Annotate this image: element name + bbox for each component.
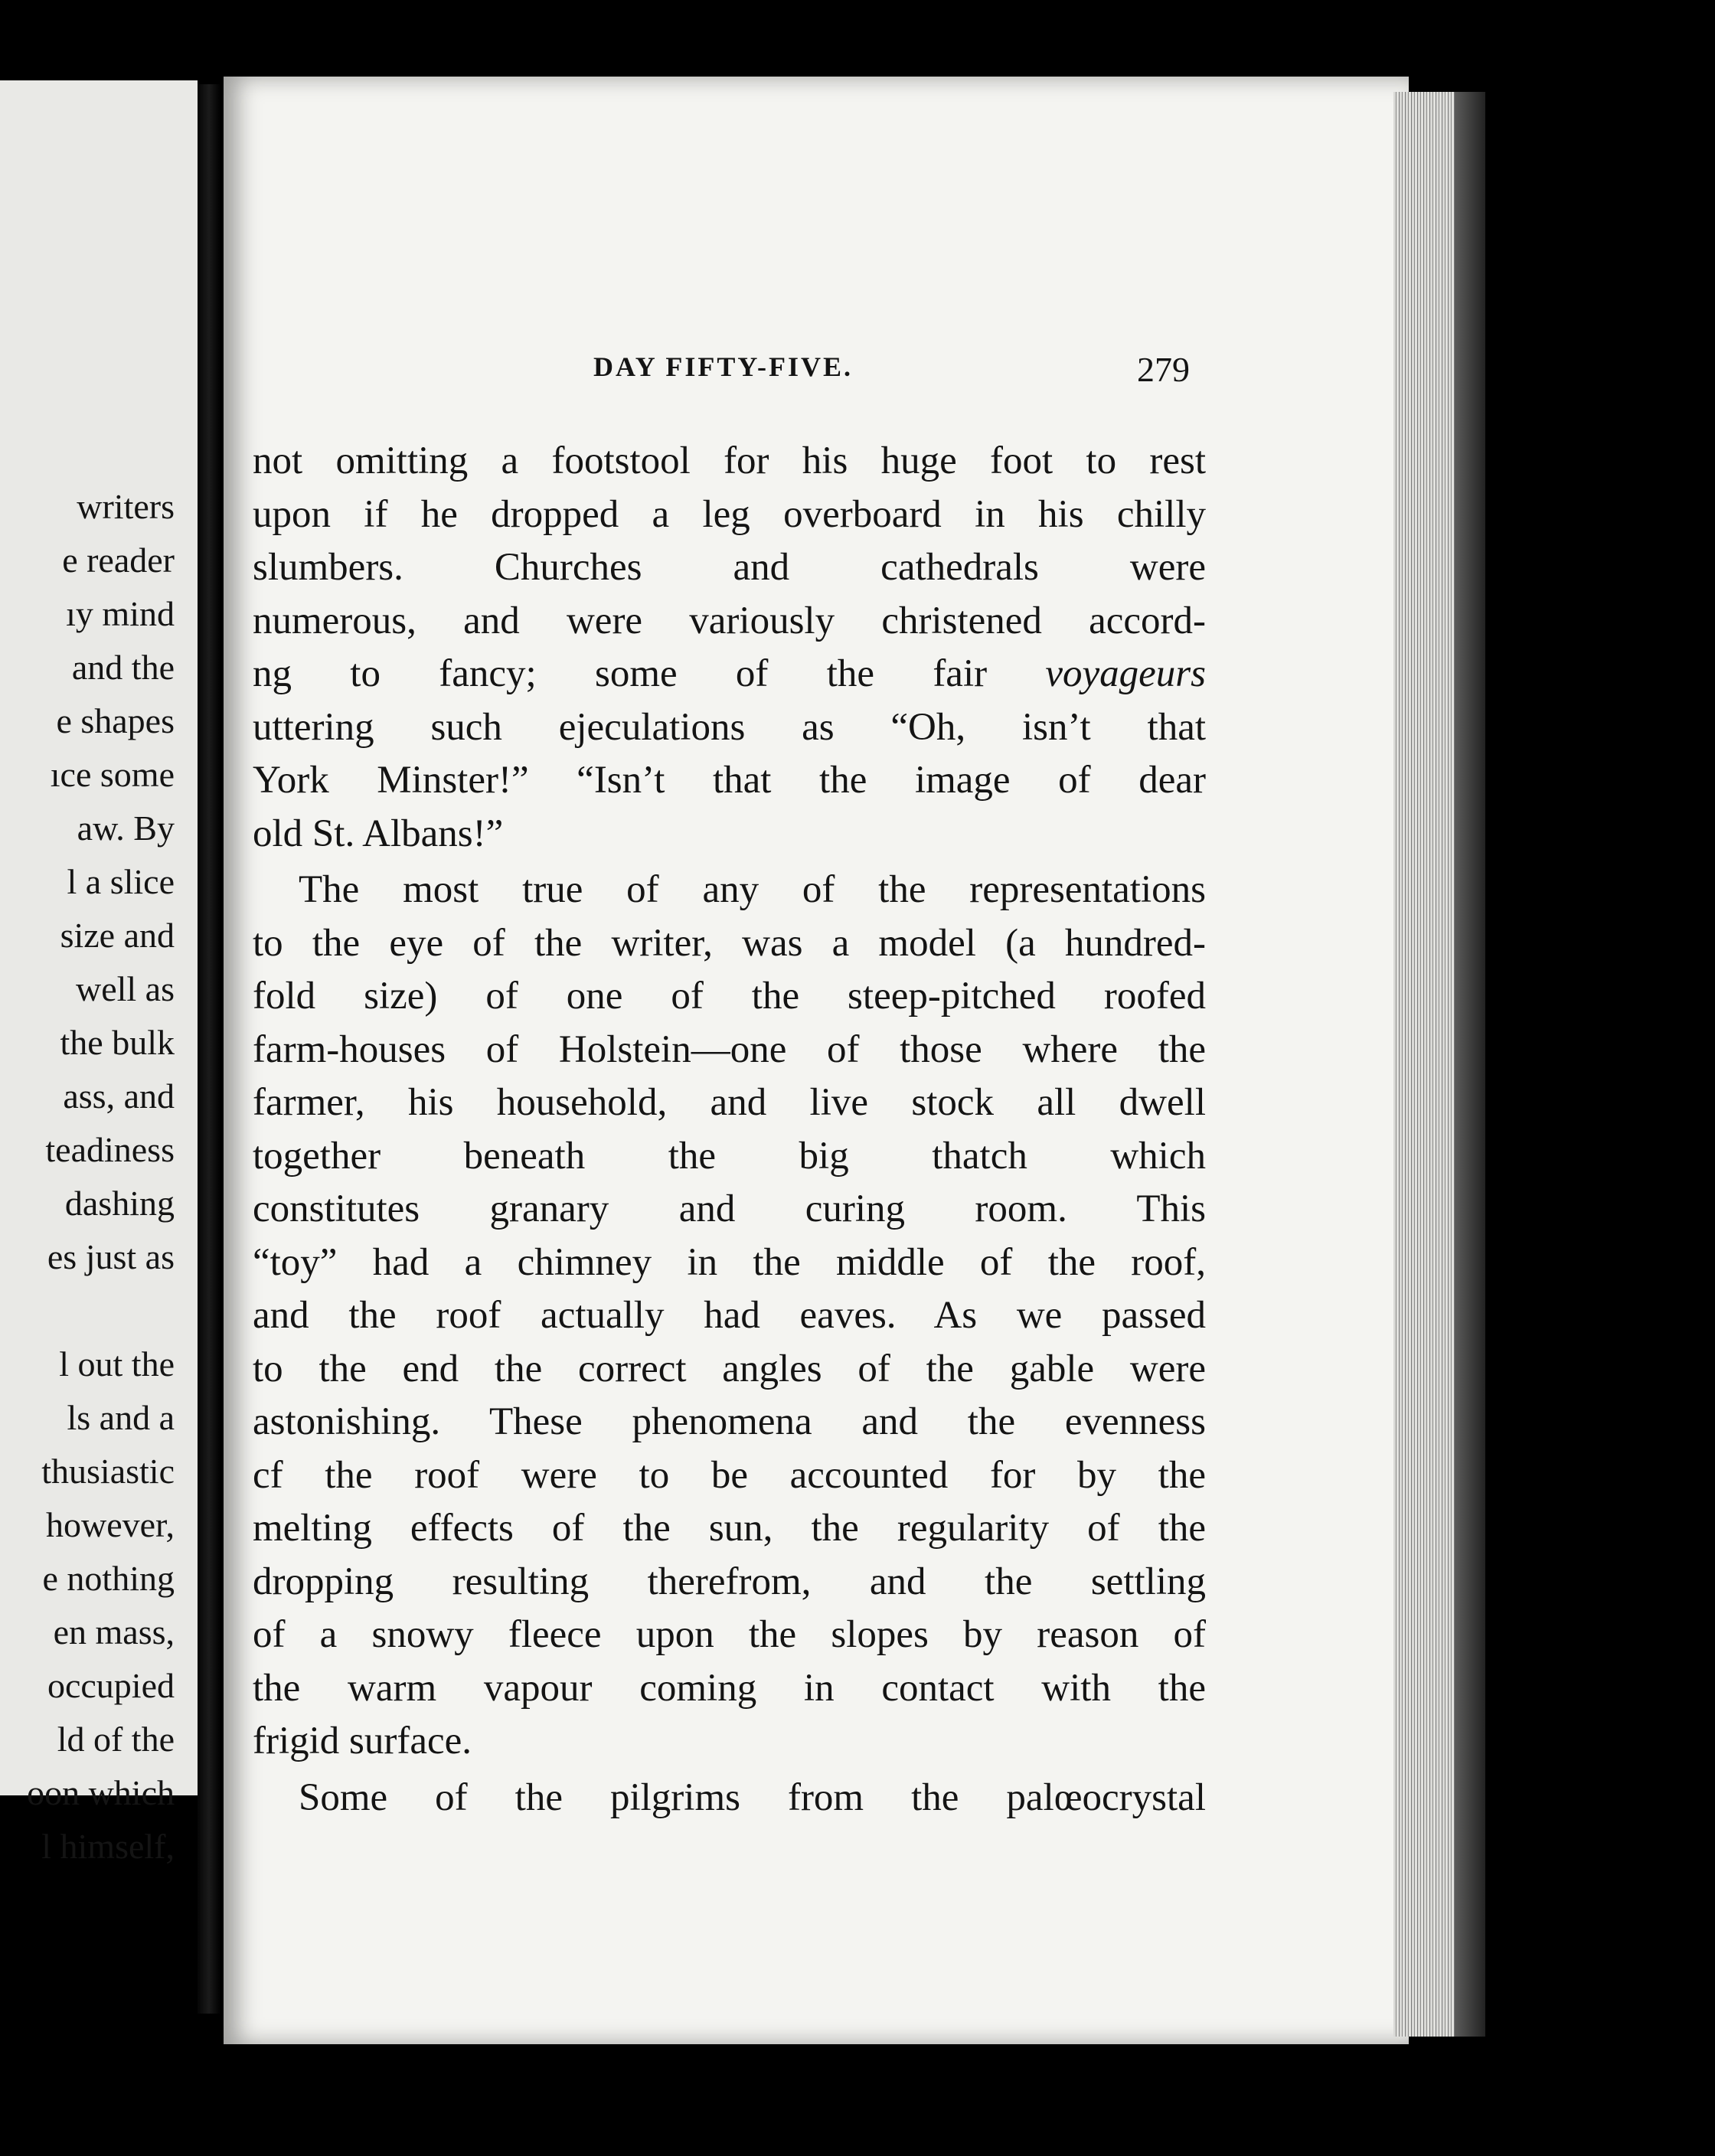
- text-line: frigid surface.: [253, 1720, 472, 1762]
- page-edges: [1393, 92, 1485, 2037]
- text-line: upon if he dropped a leg overboard in his chilly: [253, 492, 1206, 536]
- previous-page-text: [0, 480, 175, 1873]
- text-line: York Minster!” “Isn’t that the image of dear: [253, 759, 1206, 802]
- italic-word: voyageurs: [1045, 652, 1206, 695]
- page-number: 279: [1137, 350, 1190, 389]
- text-line: farmer, his household, and live stock all dwell: [253, 1081, 1206, 1124]
- text-line: uttering such ejeculations as “Oh, isn’t that: [253, 705, 1206, 749]
- text-line: old St. Albans!”: [253, 812, 504, 855]
- previous-page-line: ıy mind: [66, 594, 175, 633]
- previous-page-line: oon which: [27, 1773, 175, 1812]
- previous-page-line: ls and a: [67, 1398, 175, 1437]
- text-line: Some of the pilgrims from the palœocrystal: [299, 1775, 1206, 1819]
- previous-page-line: e shapes: [56, 701, 175, 740]
- text-line: melting effects of the sun, the regularity of the: [253, 1507, 1206, 1550]
- previous-page-line: writers: [77, 487, 175, 526]
- previous-page-line: well as: [75, 969, 175, 1008]
- previous-page-paragraph-gap: [0, 1284, 175, 1338]
- previous-page-line: thusiastic: [41, 1452, 175, 1491]
- text-line: “toy” had a chimney in the middle of the roof,: [253, 1240, 1206, 1284]
- text-line: together beneath the big thatch which: [253, 1134, 1206, 1178]
- text-line: the warm vapour coming in contact with the: [253, 1666, 1206, 1710]
- text-line: The most true of any of the representations: [299, 868, 1206, 911]
- running-head: DAY FIFTY-FIVE.: [593, 351, 854, 382]
- previous-page-line: e reader: [62, 541, 175, 580]
- text-line-with-italic: [253, 648, 1206, 701]
- text-line: numerous, and were variously christened accord-: [253, 599, 1206, 642]
- previous-page-line: however,: [45, 1505, 175, 1544]
- text-line: fold size) of one of the steep-pitched roofed: [253, 975, 1206, 1018]
- text-line: constitutes granary and curing room. This: [253, 1187, 1206, 1230]
- text-line: to the eye of the writer, was a model (a hundred-: [253, 921, 1206, 965]
- text-line: and the roof actually had eaves. As we passed: [253, 1294, 1206, 1337]
- previous-page-line: l himself,: [41, 1827, 175, 1866]
- previous-page-line: ld of the: [57, 1720, 175, 1759]
- previous-page-line: e nothing: [42, 1559, 175, 1598]
- book-gutter: [198, 84, 220, 2014]
- previous-page-line: en mass,: [53, 1612, 175, 1651]
- previous-page-line: dashing: [64, 1184, 175, 1223]
- page-body: [253, 435, 1206, 1824]
- previous-page-line: teadiness: [45, 1130, 175, 1169]
- text-line: slumbers. Churches and cathedrals were: [253, 546, 1206, 589]
- previous-page-line: occupied: [47, 1666, 175, 1705]
- previous-page-line: ass, and: [63, 1076, 175, 1116]
- previous-page-line: aw. By: [77, 808, 175, 848]
- text-line: to the end the correct angles of the gable were: [253, 1347, 1206, 1390]
- text-line-part: ng to fancy; some of the fair: [253, 652, 1046, 695]
- text-line: astonishing. These phenomena and the evenness: [253, 1400, 1206, 1443]
- previous-page-line: ıce some: [50, 755, 175, 794]
- previous-page-line: the bulk: [60, 1023, 175, 1062]
- text-line: cf the roof were to be accounted for by the: [253, 1453, 1206, 1497]
- previous-page-line: and the: [71, 648, 175, 687]
- previous-page: [0, 80, 198, 1866]
- text-line: of a snowy fleece upon the slopes by reason of: [253, 1613, 1206, 1656]
- text-line: dropping resulting therefrom, and the settling: [253, 1560, 1206, 1603]
- text-line: not omitting a footstool for his huge foot to rest: [253, 439, 1206, 482]
- previous-page-line: l a slice: [67, 862, 175, 901]
- previous-page-line: es just as: [47, 1237, 175, 1276]
- previous-page-line: size and: [60, 916, 175, 955]
- text-line: farm-houses of Holstein—one of those where the: [253, 1027, 1206, 1071]
- previous-page-line: l out the: [59, 1344, 175, 1383]
